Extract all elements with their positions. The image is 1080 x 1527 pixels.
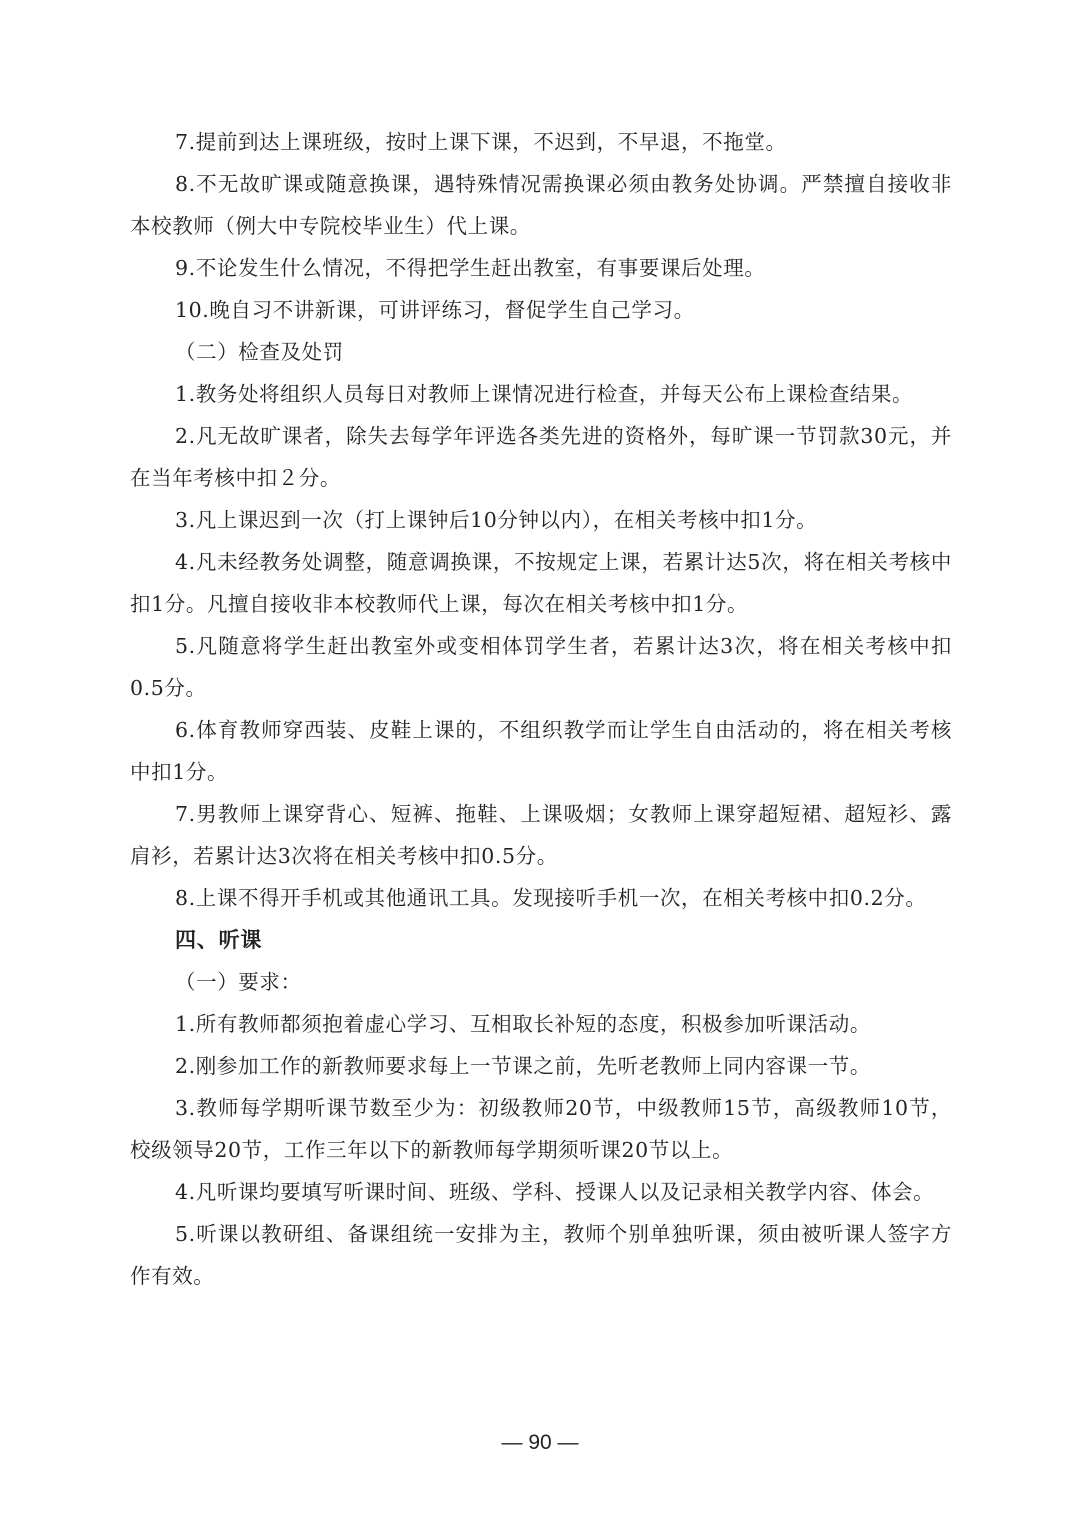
paragraph-rule-9: 9.不论发生什么情况，不得把学生赶出教室，有事要课后处理。 bbox=[175, 256, 766, 280]
paragraph-inspection-2: 2.凡无故旷课者，除失去每学年评选各类先进的资格外，每旷课一节罚款30元，并在当年考核中扣２分。 bbox=[130, 424, 952, 490]
paragraph-requirement-3: 3.教师每学期听课节数至少为：初级教师20节，中级教师15节，高级教师10节，校级领导20节，工作三年以下的新教师每学期须听课20节以上。 bbox=[130, 1096, 952, 1162]
paragraph-inspection-7: 7.男教师上课穿背心、短裤、拖鞋、上课吸烟；女教师上课穿超短裙、超短衫、露肩衫，若累计达3次将在相关考核中扣0.5分。 bbox=[130, 802, 952, 868]
document-body bbox=[130, 121, 952, 1297]
paragraph-requirement-4: 4.凡听课均要填写听课时间、班级、学科、授课人以及记录相关教学内容、体会。 bbox=[175, 1180, 935, 1204]
paragraph-inspection-8: 8.上课不得开手机或其他通讯工具。发现接听手机一次，在相关考核中扣0.2分。 bbox=[175, 886, 927, 910]
paragraph-requirement-2: 2.刚参加工作的新教师要求每上一节课之前，先听老教师上同内容课一节。 bbox=[175, 1054, 871, 1078]
paragraph-inspection-3: 3.凡上课迟到一次（打上课钟后10分钟以内），在相关考核中扣1分。 bbox=[175, 508, 818, 532]
paragraph-inspection-1: 1.教务处将组织人员每日对教师上课情况进行检查，并每天公布上课检查结果。 bbox=[175, 382, 914, 406]
paragraph-requirement-1: 1.所有教师都须抱着虚心学习、互相取长补短的态度，积极参加听课活动。 bbox=[175, 1012, 871, 1036]
section-heading-lesson-observation: 四、听课 bbox=[175, 928, 263, 952]
page-number: — 90 — bbox=[501, 1431, 579, 1454]
paragraph-inspection-4: 4.凡未经教务处调整，随意调换课，不按规定上课，若累计达5次，将在相关考核中扣1分。凡擅自接收非本校教师代上课，每次在相关考核中扣1分。 bbox=[130, 550, 952, 616]
paragraph-rule-7: 7.提前到达上课班级，按时上课下课，不迟到，不早退，不拖堂。 bbox=[175, 130, 787, 154]
subheading-requirements: （一）要求： bbox=[175, 970, 302, 994]
subheading-inspection: （二）检查及处罚 bbox=[175, 340, 344, 364]
paragraph-inspection-5: 5.凡随意将学生赶出教室外或变相体罚学生者，若累计达3次，将在相关考核中扣0.5分。 bbox=[130, 634, 952, 700]
paragraph-rule-10: 10.晚自习不讲新课，可讲评练习，督促学生自己学习。 bbox=[175, 298, 695, 322]
paragraph-requirement-5: 5.听课以教研组、备课组统一安排为主，教师个别单独听课，须由被听课人签字方作有效。 bbox=[130, 1222, 952, 1288]
paragraph-rule-8: 8.不无故旷课或随意换课，遇特殊情况需换课必须由教务处协调。严禁擅自接收非本校教师（例大中专院校毕业生）代上课。 bbox=[130, 172, 952, 238]
paragraph-inspection-6: 6.体育教师穿西装、皮鞋上课的，不组织教学而让学生自由活动的，将在相关考核中扣1分。 bbox=[130, 718, 952, 784]
